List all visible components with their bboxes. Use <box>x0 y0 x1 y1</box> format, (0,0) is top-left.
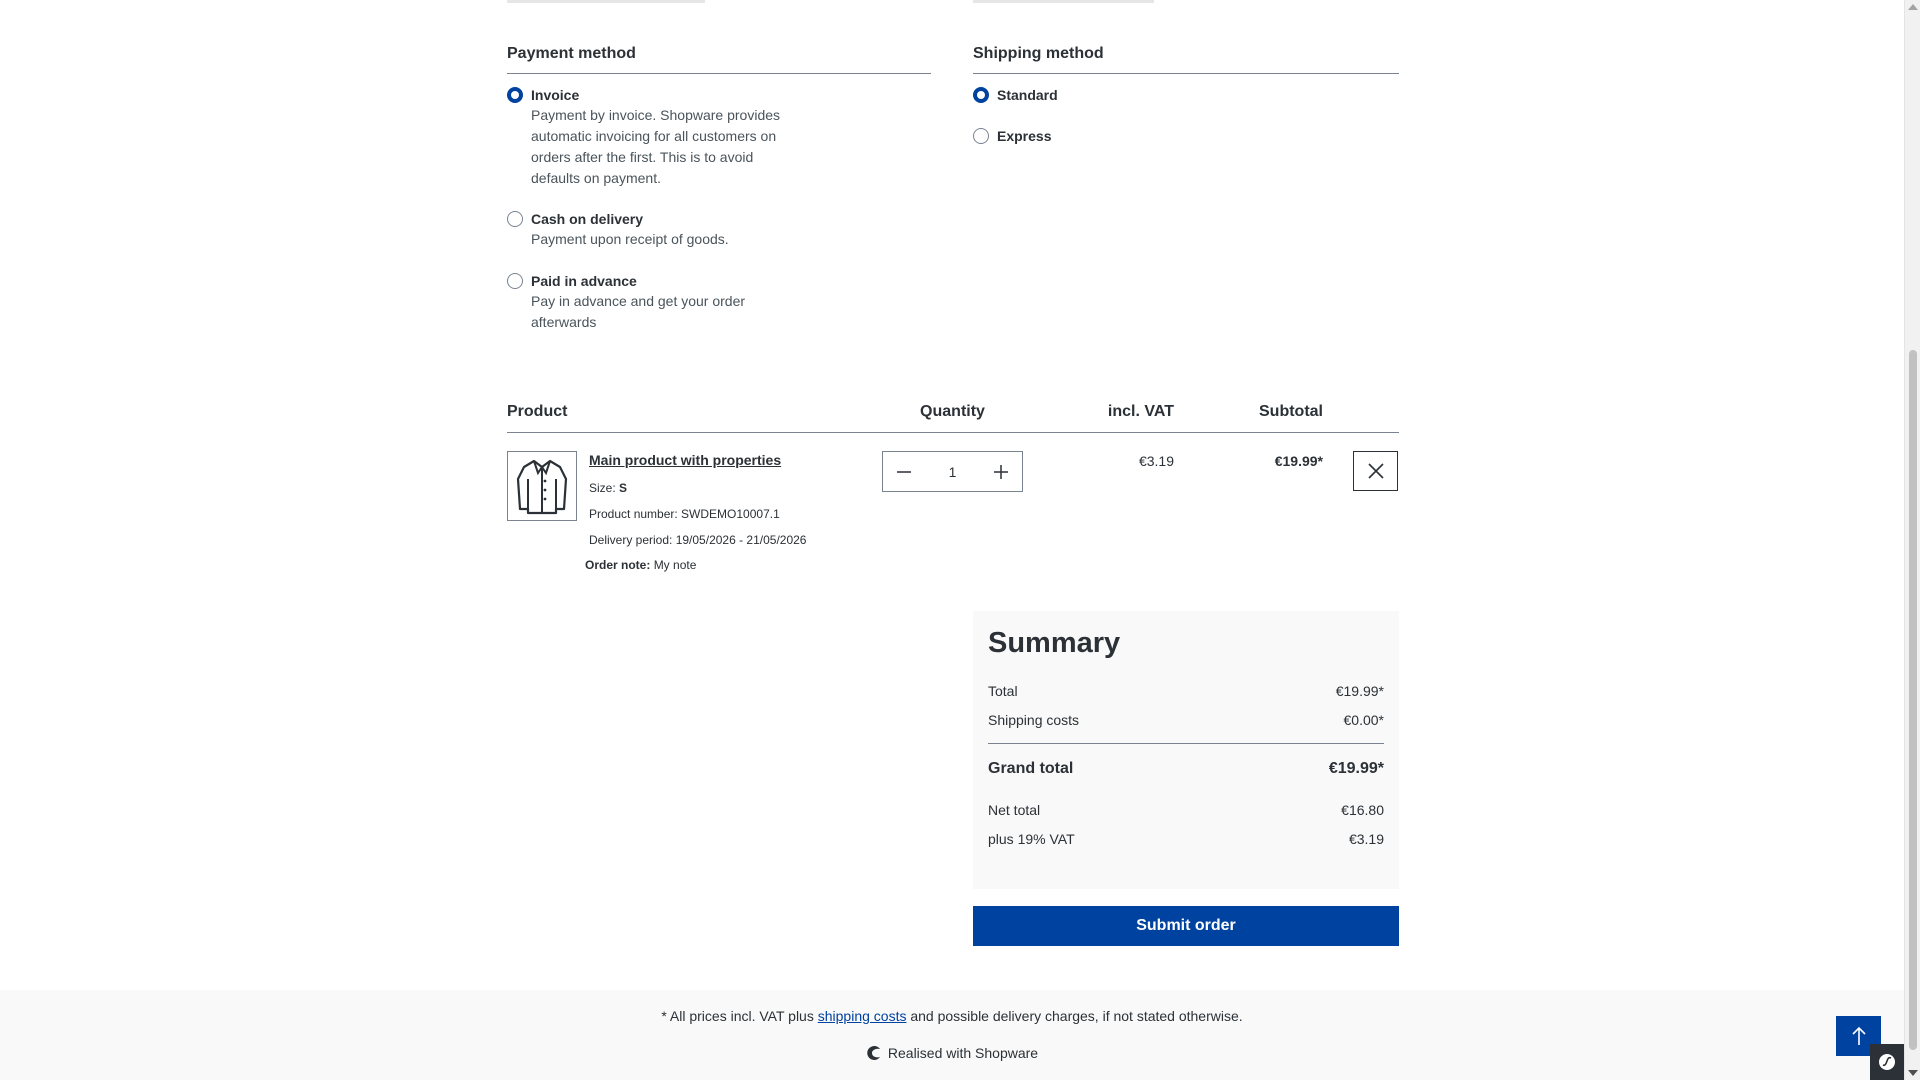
summary-shipping-value: €0.00* <box>1343 712 1384 728</box>
top-divider-left <box>507 0 705 3</box>
close-icon <box>1367 462 1385 480</box>
shipping-option-label: Standard <box>997 87 1058 103</box>
header-product: Product <box>507 403 568 420</box>
payment-option-description: Payment upon receipt of goods. <box>531 231 729 247</box>
footer <box>0 990 1904 1080</box>
payment-option-paid-in-advance[interactable] <box>507 271 781 333</box>
summary-net-total-row <box>988 802 1384 818</box>
radio-standard[interactable] <box>973 87 989 103</box>
scrollbar-thumb[interactable] <box>1909 350 1917 1050</box>
scroll-up-icon[interactable] <box>1908 4 1918 10</box>
decrease-quantity-button[interactable] <box>883 452 925 491</box>
footer-note-prefix: * All prices incl. VAT plus <box>661 1008 814 1024</box>
quantity-stepper[interactable] <box>882 451 1023 492</box>
header-incl-vat: incl. VAT <box>1107 403 1174 420</box>
summary-grand-total-row <box>988 760 1384 778</box>
shipping-method-title: Shipping method <box>973 45 1104 62</box>
shipping-method-rule <box>973 73 1399 74</box>
payment-method-title: Payment method <box>507 45 636 62</box>
remove-item-button[interactable] <box>1353 451 1398 491</box>
jacket-icon <box>516 457 568 515</box>
summary-grand-total-label: Grand total <box>988 760 1074 777</box>
radio-invoice[interactable] <box>507 87 523 103</box>
submit-order-button[interactable]: Submit order <box>973 906 1399 946</box>
size-label: Size: <box>589 481 616 495</box>
footer-note-suffix: and possible delivery charges, if not stated otherwise. <box>910 1008 1243 1024</box>
line-item-subtotal: €19.99* <box>1274 453 1323 469</box>
product-size <box>589 481 627 495</box>
footer-brand[interactable] <box>0 1045 1904 1061</box>
summary-total-value: €19.99* <box>1335 683 1384 699</box>
header-quantity: Quantity <box>920 403 985 420</box>
summary-total-row <box>988 683 1384 699</box>
payment-option-cash-on-delivery[interactable] <box>507 209 801 250</box>
arrow-up-icon <box>1851 1026 1867 1046</box>
payment-method-rule <box>507 73 931 74</box>
line-item-vat: €3.19 <box>1138 453 1174 469</box>
summary-net-total-label: Net total <box>988 802 1041 818</box>
payment-option-invoice[interactable] <box>507 85 801 189</box>
minus-icon <box>896 464 912 480</box>
symfony-icon <box>1878 1053 1896 1071</box>
shipping-costs-link[interactable]: shipping costs <box>817 1008 907 1024</box>
scroll-down-icon[interactable] <box>1908 1070 1918 1076</box>
product-number: Product number: SWDEMO10007.1 <box>589 507 780 521</box>
delivery-period: Delivery period: 19/05/2026 - 21/05/2026 <box>589 533 807 547</box>
product-name-link[interactable]: Main product with properties <box>589 452 782 468</box>
shopware-logo-icon <box>866 1045 882 1061</box>
increase-quantity-button[interactable] <box>980 452 1022 491</box>
shipping-option-express[interactable] <box>973 126 1051 146</box>
shipping-option-standard[interactable] <box>973 85 1058 105</box>
radio-cash-on-delivery[interactable] <box>507 211 523 227</box>
symfony-toolbar-toggle[interactable] <box>1870 1044 1904 1080</box>
plus-icon <box>993 464 1009 480</box>
summary-title: Summary <box>988 627 1121 659</box>
payment-option-label: Invoice <box>531 87 580 103</box>
payment-option-description: Pay in advance and get your order afterwards <box>531 293 746 330</box>
summary-vat-label: plus 19% VAT <box>988 831 1075 847</box>
order-note <box>585 558 696 572</box>
header-subtotal: Subtotal <box>1259 403 1323 420</box>
shipping-option-label: Express <box>997 128 1052 144</box>
summary-shipping-label: Shipping costs <box>988 712 1080 728</box>
payment-option-label: Paid in advance <box>531 273 637 289</box>
summary-grand-total-value: €19.99* <box>1328 760 1384 777</box>
summary-total-label: Total <box>988 683 1018 699</box>
top-divider-right <box>973 0 1154 3</box>
quantity-value[interactable]: 1 <box>948 463 957 480</box>
order-note-value: My note <box>653 558 697 572</box>
page-scrollbar[interactable] <box>1904 0 1920 1080</box>
table-header-rule <box>507 432 1399 433</box>
summary-rule <box>988 743 1384 744</box>
summary-vat-value: €3.19 <box>1348 831 1384 847</box>
order-note-label: Order note: <box>585 558 651 572</box>
summary-vat-row <box>988 831 1384 847</box>
radio-paid-in-advance[interactable] <box>507 273 523 289</box>
footer-vat-note <box>0 1008 1904 1024</box>
summary-panel <box>973 611 1399 889</box>
footer-brand-text: Realised with Shopware <box>887 1045 1039 1061</box>
product-image[interactable] <box>507 451 577 521</box>
payment-option-description: Payment by invoice. Shopware provides automatic invoicing for all customers on orders after the first. This is to avoid defaults on payment. <box>531 107 781 186</box>
summary-shipping-row <box>988 712 1384 728</box>
radio-express[interactable] <box>973 128 989 144</box>
payment-option-label: Cash on delivery <box>531 211 644 227</box>
summary-net-total-value: €16.80 <box>1341 802 1384 818</box>
size-value: S <box>619 481 628 495</box>
